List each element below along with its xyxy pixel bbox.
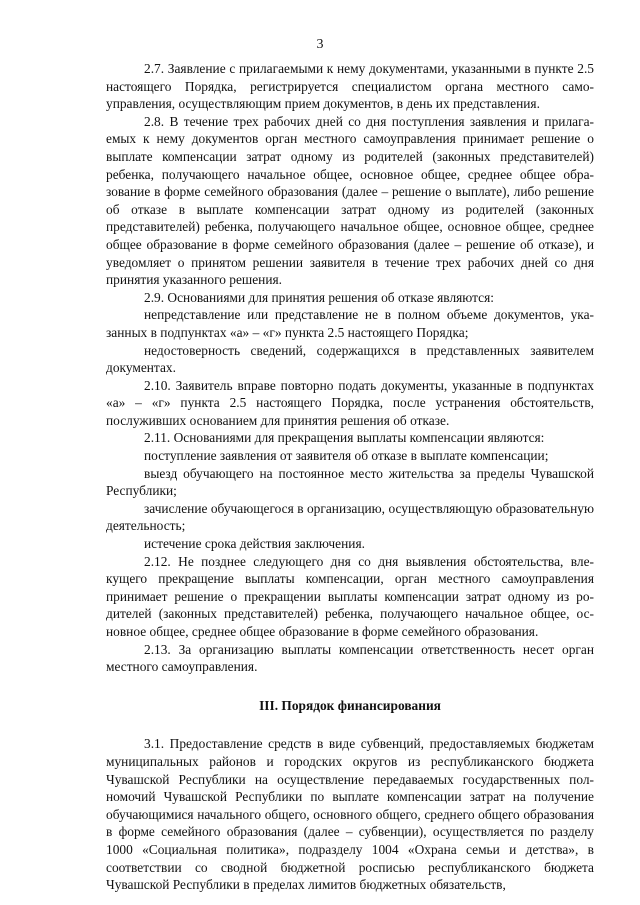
list-item: недостоверность сведений, содержащихся в представленных заявителем документах. [106, 342, 594, 376]
paragraph-2-8: 2.8. В течение трех рабочих дней со дня поступления заявления и прилагаемых к нему документов орган местного самоуправления принимает решение о выплате компенсации затрат одному из родителей (законных представителей) ребенка, получающего начальное общее, основное общее, среднее общее образование в форме семейного образования (далее – решение о выплате), либо решение об отказе в выплате компенсации затрат одному из родителей (законных представителей) ребенка, получающего начальное общее, основное общее, среднее общее образование в форме семейного образования (далее – решение об отказе), и уведомляет о принятом решении заявителя в течение трех рабочих дней со дня принятия указанного решения. [106, 113, 594, 288]
list-item: выезд обучающего на постоянное место жительства за пределы Чувашской Республики; [106, 465, 594, 499]
page-number: 3 [316, 37, 324, 52]
list-item: зачисление обучающегося в организацию, осуществляющую образовательную деятельность; [106, 500, 594, 534]
paragraph-2-10: 2.10. Заявитель вправе повторно подать документы, указанные в подпунктах «а» – «г» пункта 2.5 настоящего Порядка, после устранения обстоятельств, послуживших основанием для принятия решения об отказе. [106, 377, 594, 428]
paragraph-2-12: 2.12. Не позднее следующего дня со дня выявления обстоятельства, влекущего прекращение выплаты компенсации, орган местного самоуправления принимает решение о прекращении выплаты компенсации затрат одному из родителей (законных представителей) ребенка, получающего начальное общее, основное общее, среднее общее образование в форме семейного образования. [106, 553, 594, 639]
paragraph-2-11: 2.11. Основаниями для прекращения выплаты компенсации являются: [144, 430, 545, 446]
list-item: непредставление или представление не в полном объеме документов, указанных в подпунктах «а» – «г» пункта 2.5 настоящего Порядка; [106, 307, 594, 340]
paragraph-3-1: 3.1. Предоставление средств в виде субвенций, предоставляемых бюджетам муниципальных районов и городских округов из республиканского бюджета Чувашской Республики на осуществление передаваемых государственных полномочий Чувашской Республики по выплате компенсации затрат на получение обучающимися начального общего, основного общего, среднего общего образования в форме семейного образования (далее – субвенции), осуществляется по разделу 1000 «Социальная политика», подразделу 1004 «Охрана семьи и детства», в соответствии со сводной бюджетной росписью республиканского бюджета Чувашской Республики в пределах лимитов бюджетных обязательств, [106, 736, 594, 893]
paragraph-2-9: 2.9. Основаниями для принятия решения об отказе являются: [144, 289, 494, 305]
paragraph-2-13: 2.13. За организацию выплаты компенсации ответственность несет орган местного самоуправления. [106, 641, 594, 675]
list-item: истечение срока действия заключения. [144, 536, 365, 552]
paragraph-2-7: 2.7. Заявление с прилагаемыми к нему документами, указанными в пункте 2.5 настоящего Порядка, регистрируется специалистом органа местного самоуправления, осуществляющим прием документов, в день их представления. [106, 61, 594, 112]
list-item: поступление заявления от заявителя об отказе в выплате компенсации; [144, 448, 549, 464]
section-heading: III. Порядок финансирования [259, 697, 441, 713]
document-body [106, 60, 594, 894]
